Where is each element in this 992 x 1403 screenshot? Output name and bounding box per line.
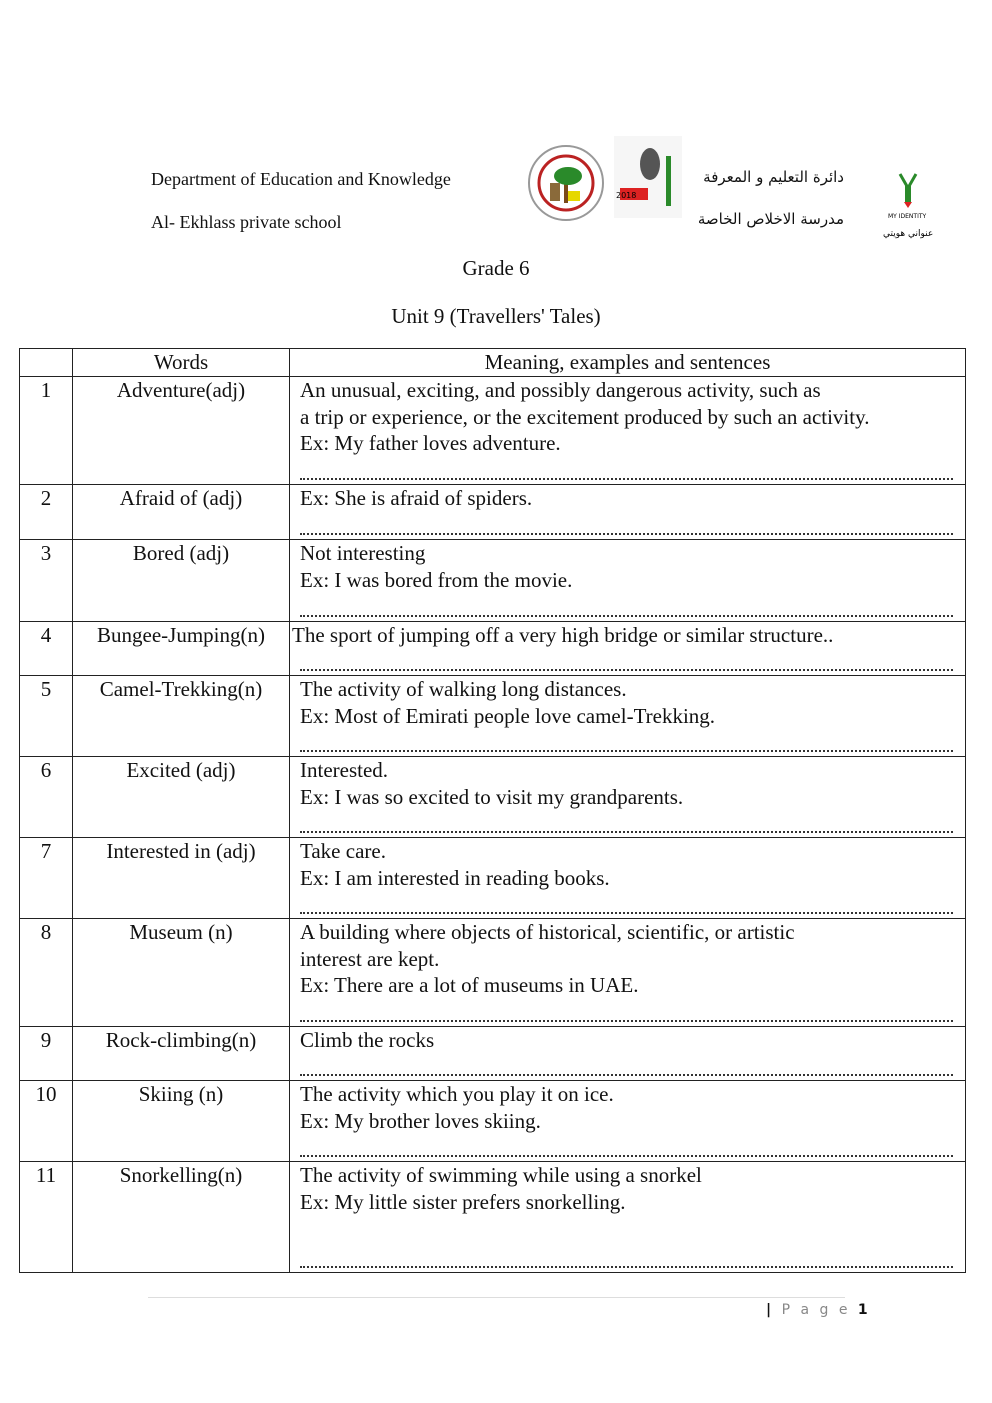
vocab-word: Bored (adj) [73,540,290,622]
answer-dotted-line [300,831,953,833]
meaning-line: Take care. [300,839,386,863]
row-number: 3 [20,540,73,622]
meaning-cell [290,377,966,485]
meaning-cell [290,919,966,1027]
meaning-cell [290,757,966,838]
row-number: 5 [20,676,73,757]
my-identity-logo [880,168,936,242]
table-row [20,838,966,919]
answer-dotted-line [300,669,953,671]
page-label: P a g e [781,1302,851,1318]
vocab-word: Adventure(adj) [73,377,290,485]
arabic-school-name: مدرسة الاخلاص الخاصة [697,210,844,228]
row-number: 10 [20,1081,73,1162]
zayed-2018-logo [614,136,682,218]
vocab-word: Camel-Trekking(n) [73,676,290,757]
meaning-cell [290,1162,966,1273]
answer-dotted-line [300,478,953,480]
header-number [20,349,73,377]
table-row [20,1081,966,1162]
department-name: Department of Education and Knowledge [151,169,451,189]
meaning-cell [290,540,966,622]
answer-dotted-line [300,533,953,535]
row-number: 4 [20,622,73,676]
answer-dotted-line [300,912,953,914]
meaning-line: Ex: She is afraid of spiders. [300,486,533,510]
grade-title: Grade 6 [462,256,530,280]
row-number: 11 [20,1162,73,1273]
meaning-line: Ex: My brother loves skiing. [300,1108,541,1133]
row-number: 7 [20,838,73,919]
table-row [20,1027,966,1081]
table-row [20,757,966,838]
answer-dotted-line [300,750,953,752]
table-row [20,377,966,485]
meaning-line: Not interesting [300,541,426,565]
meaning-line: Ex: Most of Emirati people love camel-Trekking. [300,703,716,728]
meaning-line: Climb the rocks [300,1028,435,1052]
meaning-cell [290,622,966,676]
table-row [20,622,966,676]
page-number: | P a g e 1 [766,1302,871,1318]
school-name: Al- Ekhlass private school [151,212,342,232]
meaning-line: Ex: There are a lot of museums in UAE. [300,973,639,997]
meaning-line: The activity which you play it on ice. [300,1082,614,1106]
arabic-department-name: دائرة التعليم و المعرفة [703,168,844,186]
vocab-word: Rock-climbing(n) [73,1027,290,1081]
answer-dotted-line [300,1155,953,1157]
table-row [20,540,966,622]
meaning-line: An unusual, exciting, and possibly dangerous activity, such as [300,378,821,402]
meaning-cell [290,1081,966,1162]
school-logo [526,143,606,223]
svg-text:2018: 2018 [616,191,637,200]
vocab-word: Bungee-Jumping(n) [73,622,290,676]
row-number: 1 [20,377,73,485]
svg-text:عنواني هويتي: عنواني هويتي [883,229,934,239]
row-number: 8 [20,919,73,1027]
meaning-cell [290,485,966,540]
vocab-word: Skiing (n) [73,1081,290,1162]
answer-dotted-line [300,1266,953,1268]
svg-text:MY IDENTITY: MY IDENTITY [888,213,927,220]
vocab-word: Snorkelling(n) [73,1162,290,1273]
table-row [20,676,966,757]
table-row [20,485,966,540]
vocab-word: Museum (n) [73,919,290,1027]
meaning-line: Interested. [300,758,389,782]
meaning-cell [290,838,966,919]
meaning-line: The sport of jumping off a very high bridge or similar structure.. [292,623,834,647]
page-num: 1 [857,1302,871,1318]
vocab-word: Interested in (adj) [73,838,290,919]
header-meaning: Meaning, examples and sentences [290,349,966,377]
meaning-line: Ex: I was bored from the movie. [300,567,573,592]
vocab-word: Excited (adj) [73,757,290,838]
vocab-word: Afraid of (adj) [73,485,290,540]
meaning-line: Ex: I am interested in reading books. [300,865,610,890]
meaning-line: The activity of swimming while using a snorkel [300,1163,702,1187]
meaning-line: Ex: I was so excited to visit my grandparents. [300,784,684,809]
row-number: 2 [20,485,73,540]
meaning-line: Ex: My father loves adventure. [300,431,561,455]
answer-dotted-line [300,615,953,617]
meaning-line: a trip or experience, or the excitement produced by such an activity. [300,404,870,429]
row-number: 9 [20,1027,73,1081]
meaning-line: Ex: My little sister prefers snorkelling. [300,1189,626,1214]
table-row [20,919,966,1027]
row-number: 6 [20,757,73,838]
unit-title: Unit 9 (Travellers' Tales) [391,304,601,328]
header-words: Words [73,349,290,377]
meaning-cell [290,676,966,757]
meaning-cell [290,1027,966,1081]
table-row [20,1162,966,1273]
meaning-line: The activity of walking long distances. [300,677,627,701]
meaning-line: interest are kept. [300,946,440,971]
vocabulary-table [19,348,966,1273]
footer-divider [148,1297,845,1298]
answer-dotted-line [300,1074,953,1076]
meaning-line: A building where objects of historical, scientific, or artistic [300,920,795,944]
answer-dotted-line [300,1020,953,1022]
